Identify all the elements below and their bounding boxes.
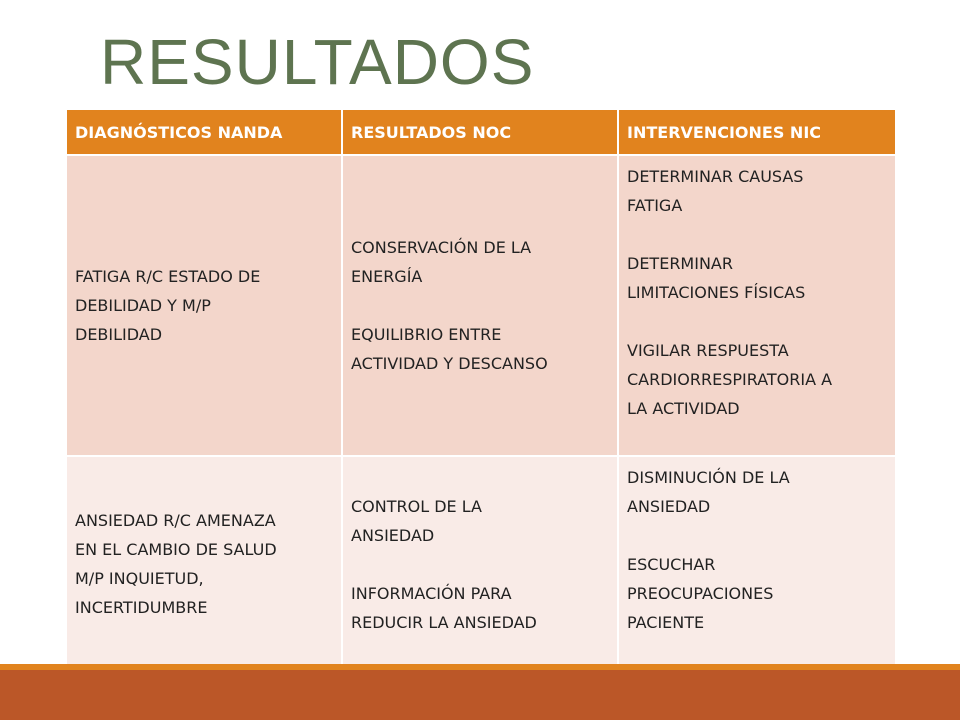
header-noc: RESULTADOS NOC: [342, 109, 618, 155]
cell-text: PREOCUPACIONES: [627, 584, 774, 603]
table-row: [66, 456, 896, 672]
cell-text: DETERMINAR CAUSAS: [627, 167, 804, 186]
cell-nic: [618, 155, 896, 456]
cell-text: ANSIEDAD: [627, 497, 711, 516]
cell-text: INCERTIDUMBRE: [75, 598, 208, 617]
cell-text: EQUILIBRIO ENTRE: [351, 325, 502, 344]
cell-text: FATIGA R/C ESTADO DE: [75, 267, 261, 286]
cell-text: DISMINUCIÓN DE LA: [627, 468, 790, 487]
footer-bar: [0, 670, 960, 720]
cell-text: CONSERVACIÓN DE LA: [351, 238, 532, 257]
slide-title: RESULTADOS: [100, 26, 535, 98]
cell-text: M/P INQUIETUD,: [75, 569, 204, 588]
cell-noc: [342, 456, 618, 672]
line-gap: [351, 291, 609, 320]
cell-text: DETERMINAR: [627, 254, 733, 273]
header-nanda: DIAGNÓSTICOS NANDA: [66, 109, 342, 155]
care-plan-table: [65, 108, 897, 673]
cell-text: CARDIORRESPIRATORIA A: [627, 370, 833, 389]
cell-nanda: [66, 456, 342, 672]
cell-text: EN EL CAMBIO DE SALUD: [75, 540, 277, 559]
line-gap: [627, 220, 887, 249]
header-nic: INTERVENCIONES NIC: [618, 109, 896, 155]
line-gap: [351, 550, 609, 579]
cell-text: REDUCIR LA ANSIEDAD: [351, 612, 537, 632]
cell-text: ENERGÍA: [351, 267, 423, 286]
cell-text: ANSIEDAD R/C AMENAZA: [75, 511, 276, 530]
cell-text: LA ACTIVIDAD: [627, 399, 740, 418]
cell-text: CONTROL DE LA: [351, 496, 482, 516]
line-gap: [627, 521, 887, 550]
table-header-row: [66, 109, 896, 155]
cell-text: PACIENTE: [627, 613, 705, 632]
table-row: [66, 155, 896, 456]
cell-text: DEBILIDAD Y M/P: [75, 296, 211, 315]
line-gap: [627, 307, 887, 336]
cell-text: ANSIEDAD: [351, 525, 435, 545]
cell-noc: [342, 155, 618, 456]
cell-text: DEBILIDAD: [75, 325, 163, 344]
cell-text: ESCUCHAR: [627, 555, 716, 574]
cell-text: INFORMACIÓN PARA: [351, 583, 512, 603]
cell-text: LIMITACIONES FÍSICAS: [627, 283, 806, 302]
cell-text: VIGILAR RESPUESTA: [627, 341, 789, 360]
cell-nanda: [66, 155, 342, 456]
cell-text: FATIGA: [627, 196, 683, 215]
cell-nic: [618, 456, 896, 672]
cell-text: ACTIVIDAD Y DESCANSO: [351, 354, 548, 373]
